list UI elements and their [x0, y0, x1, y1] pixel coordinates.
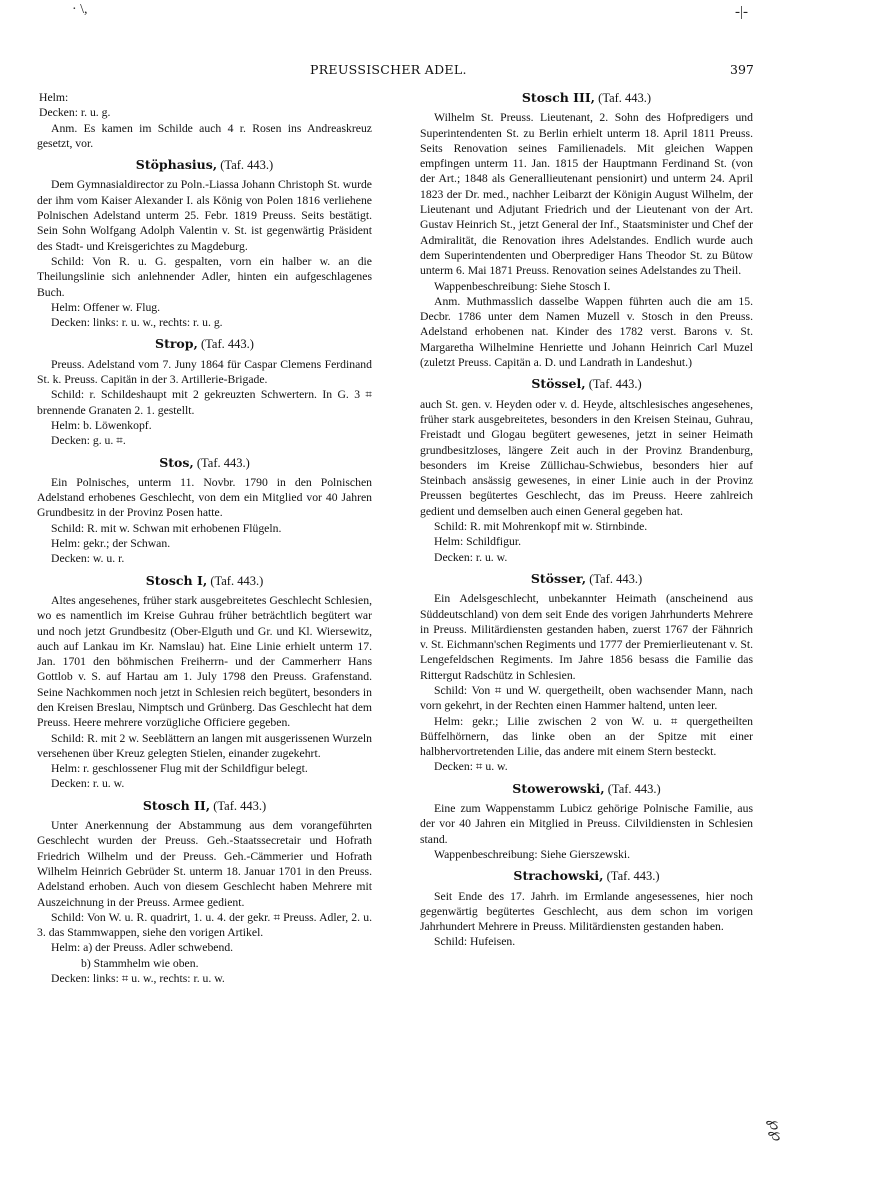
entry-name: Stos,: [159, 454, 194, 470]
entry-text: Ein Polnisches, unterm 11. Novbr. 1790 in den Polnischen Adelstand erhobenes Geschlecht, von dem ein Mitglied vor 40 Jahren Grundbesitz in der Provinz Posen hatte.: [37, 475, 372, 520]
entry-text: auch St. gen. v. Heyden oder v. d. Heyde, altschlesisches angesehenes, früher stark ausgebreitetes, besonders in den Kreisen Steinau, Guhrau, Freistadt und Glogau begütert gewesenes, jetzt in seiner Heimath grundbesitzloses, längere Zeit auch in der Provinz Brandenburg, besonders im Kreise Züllichau-Schwiebus, besonders hier auf Steinbach ansässig gewesenes, in einer Linie auch in der Provinz Preussen begütertes Geschlecht, das im Preuss. Heere zahlreich gedient und demselben auch einen General gegeben hat.: [420, 397, 753, 518]
entry-attr-helm: Helm:: [39, 91, 69, 104]
entry-text: Ein Adelsgeschlecht, unbekannter Heimath (anscheinend aus Süddeutschland) von dem seit Ende des vorigen Jahrhunderts Mehrere in Preuss. Militärdiensten gestanden haben, zuerst 1767 der Fähnrich v. St. Eichmann'schen Regiments und 1777 der Premierlieutenant v. St. Lengefeldschen Regiments. Im Jahre 1856 besass die Familie das Rittergut Radschütz in Schlesien.: [420, 592, 753, 682]
entry-attr-schild: Schild: R. mit 2 w. Seeblättern an langen mit ausgerissenen Wurzeln versehenen über Kreuz gelegten Stielen, einander zugekehrt.: [37, 731, 372, 760]
entry-plate-ref: (Taf. 443.): [210, 573, 264, 588]
entry-attr-decken: Decken: links: r. u. w., rechts: r. u. g.: [51, 316, 223, 330]
entry-name: Stosch I,: [145, 572, 208, 588]
entry-attr-schild: Schild: Hufeisen.: [434, 935, 516, 949]
entry-name: Stosch III,: [521, 90, 596, 105]
entry-title-stosch-3: [420, 90, 753, 106]
entry-plate-ref: (Taf. 443.): [606, 869, 660, 884]
entry-attr-decken: Decken: r. u. w.: [51, 777, 125, 791]
entry-attr-helm-alt: b) Stammhelm wie oben.: [81, 956, 199, 970]
entry-note: Anm. Es kamen im Schilde auch 4 r. Rosen ins Andreaskreuz gesetzt, vor.: [37, 121, 372, 150]
entry-attr-wappen: Wappenbeschreibung: Siehe Gierszewski.: [434, 847, 631, 861]
entry-title-stoesser: [420, 571, 753, 587]
entry-title-stosch-1: [37, 573, 372, 589]
entry-name: Stösser,: [530, 570, 587, 586]
entry-plate-ref: (Taf. 443.): [598, 91, 652, 105]
scan-mark-top-left: · \,: [72, 2, 88, 17]
right-column: [420, 90, 753, 950]
entry-attr-decken: Decken: r. u. w.: [434, 550, 508, 564]
entry-plate-ref: (Taf. 443.): [220, 158, 274, 173]
page-number: 397: [730, 62, 754, 77]
entry-attr-decken: Decken: links: ⌗ u. w., rechts: r. u. w.: [51, 972, 225, 986]
entry-plate-ref: (Taf. 443.): [196, 455, 250, 470]
entry-attr-decken: Decken: w. u. r.: [51, 552, 125, 566]
entry-text: Unter Anerkennung der Abstammung aus dem vorangeführten Geschlecht wurden der Preuss. Geh.-Staatssecretair und Hofrath Friedrich Wilhelm und der Preuss. Geh.-Cämmerier und Hofrath Wilhelm Heinrich Gebrüder St. unterm 18. Januar 1701 in den Preuss. Adelstand erhoben. Auch von diesem Geschlecht haben Mehrere mit Auszeichnung in der Preuss. Armee gedient.: [37, 819, 372, 909]
entry-attr-helm: Helm: Schildfigur.: [434, 535, 521, 549]
scan-mark-top-right: -|-: [735, 4, 748, 20]
entry-attr-helm: Helm: Offener w. Flug.: [51, 300, 161, 314]
entry-attr-helm: Helm: a) der Preuss. Adler schwebend.: [51, 941, 234, 955]
entry-attr-schild: Schild: Von W. u. R. quadrirt, 1. u. 4. der gekr. ⌗ Preuss. Adler, 2. u. 3. das Stammwappen, siehe den vorigen Artikel.: [37, 910, 372, 940]
entry-text: Dem Gymnasialdirector zu Poln.-Liassa Johann Christoph St. wurde der ihm vom Kaiser Alexander I. als König von Polen 1816 verliehene Polnischen Adelstand unterm 25. Febr. 1819 Preuss. Seits bestätigt. Sein Sohn Wolfgang Adolph Valentin v. St. ist gegenwärtig Präsident des Stadt- und Kreisgerichtes zu Magdeburg.: [37, 178, 372, 253]
entry-attr-wappen: Wappenbeschreibung: Siehe Stosch I.: [434, 279, 611, 293]
entry-attr-helm: Helm: gekr.; Lilie zwischen 2 von W. u. ⌗ quergetheilten Büffelhörnern, das linke oben an der Spitze mit einer halbhervortretenden Lilie, das andere mit einem Stern besteckt.: [420, 714, 753, 759]
entry-name: Stössel,: [531, 376, 586, 392]
entry-text: Seit Ende des 17. Jahrh. im Ermlande angesessenes, hier noch gegenwärtig begütertes Geschlecht, aus dem schon im vorigen Jahrhundert Mehrere in Preuss. Militärdiensten gestanden haben.: [420, 889, 753, 934]
entry-plate-ref: (Taf. 443.): [213, 798, 267, 813]
entry-name: Stowerowski,: [512, 780, 605, 796]
entry-attr-schild: Schild: r. Schildeshaupt mit 2 gekreuzten Schwertern. In G. 3 ⌗ brennende Granaten 2. 1. gestellt.: [37, 388, 372, 417]
entry-plate-ref: (Taf. 443.): [589, 571, 643, 586]
entry-attr-decken: Decken: ⌗ u. w.: [434, 760, 508, 774]
entry-plate-ref: (Taf. 443.): [588, 377, 642, 392]
entry-name: Strachowski,: [513, 868, 604, 884]
entry-attr-schild: Schild: Von ⌗ und W. quergetheilt, oben wachsender Mann, nach vorn gekehrt, in der Rechten einen Hammer haltend, unten leer.: [420, 683, 753, 713]
entry-title-stosch-2: [37, 798, 372, 814]
entry-name: Strop,: [155, 336, 198, 352]
entry-attr-schild: Schild: R. mit w. Schwan mit erhobenen Flügeln.: [51, 521, 282, 535]
entry-title-stoephasius: [37, 157, 372, 173]
entry-attr-helm: Helm: b. Löwenkopf.: [51, 418, 152, 432]
entry-text: Preuss. Adelstand vom 7. Juny 1864 für Caspar Clemens Ferdinand St. k. Preuss. Capitän in der 3. Artillerie-Brigade.: [37, 357, 372, 387]
entry-attr-helm: Helm: gekr.; der Schwan.: [51, 537, 171, 551]
entry-plate-ref: (Taf. 443.): [201, 337, 254, 352]
entry-plate-ref: (Taf. 443.): [607, 781, 661, 796]
entry-attr-decken: Decken: g. u. ⌗.: [51, 434, 126, 448]
entry-attr-helm: Helm: r. geschlossener Flug mit der Schildfigur belegt.: [51, 762, 308, 776]
entry-title-stos: [37, 455, 372, 471]
entry-name: Stöphasius,: [135, 157, 218, 173]
entry-attr-schild: Schild: R. mit Mohrenkopf mit w. Stirnbinde.: [434, 520, 648, 534]
entry-text: Wilhelm St. Preuss. Lieutenant, 2. Sohn des Hofpredigers und Superintendenten St. zu Berlin erhielt unterm 18. April 1811 Preuss. Seits Renovation seines Familienadels. Mit gleichen Wappen empfingen unterm 11. Jan. 1815 der Hauptmann Ferdinand St. (von der Art.; 1848 als Generallieutenant pensionirt) und unterm 24. April 1823 der Dr. med., nachher Leibarzt der Königin August Wilhelm, der Lieutenant und Adjutant Friedrich und der Lieutenant von der Art. Gustav Heinrich St., jetzt General der Inf., Staatsminister und Chef der Admiralität, die Renovation ihres Adelstandes. Endlich wurde auch dem Superintendenten und Oberprediger Hans Theodor St. zu Bütow unterm 6. Mai 1871 Preuss. Renovation seines Adelstandes zu Theil.: [420, 111, 753, 278]
entry-title-stoessel: [420, 376, 753, 392]
left-column: [37, 90, 372, 986]
entry-name: Stosch II,: [142, 797, 211, 813]
entry-title-strachowski: [420, 868, 753, 884]
entry-attr-schild: Schild: Von R. u. G. gespalten, vorn ein halber w. an die Theilungslinie sich anlehnender Adler, hinten ein aufgeschlagenes Buch.: [37, 254, 372, 299]
entry-text: Eine zum Wappenstamm Lubicz gehörige Polnische Familie, aus der vor 40 Jahren ein Mitglied in Preuss. Cilvildiensten in Schlesien stand.: [420, 802, 753, 846]
running-header: PREUSSISCHER ADEL.: [310, 62, 467, 77]
scan-mark-bottom-right: ℘℘: [765, 1117, 786, 1143]
entry-text: Altes angesehenes, früher stark ausgebreitetes Geschlecht Schlesien, wo es namentlich im Kreise Guhrau früher beträchtlich begütert war und noch jetzt Grundbesitz (Ober-Elguth und Gr. und Kl. Wiersewitz, auch auf Lankau im Kr. Namslau) hat. Eine Linie erhielt unterm 17. Jan. 1701 den böhmischen Freiherrn- und der Cammerherr Hans Gottlob v. S. auf Hartau am 1. July 1798 den Preuss. Grafenstand. Seine Nachkommen noch jetzt in Schlesien reich begütert, besonders in den Kreisen Breslau, Nimptsch und Grünberg. Das Geschlecht hat dem Preuss. Heere mehrere vorzügliche Officiere gegeben.: [37, 593, 372, 730]
entry-note: Anm. Muthmasslich dasselbe Wappen führten auch die am 15. Decbr. 1786 unter dem Namen Muzell v. Stosch in den Preuss. Adelstand erhobenen nat. Kinder des 1782 verst. Barons v. St. Margaretha Wilhelmine Henriette und Johann Heinrich Carl Muzel (zuletzt Preuss. Capitän a. D. und Landrath in Landeshut.): [420, 294, 753, 370]
entry-title-stowerowski: [420, 781, 753, 797]
entry-attr-decken: Decken: r. u. g.: [39, 106, 111, 120]
entry-title-strop: [37, 336, 372, 352]
